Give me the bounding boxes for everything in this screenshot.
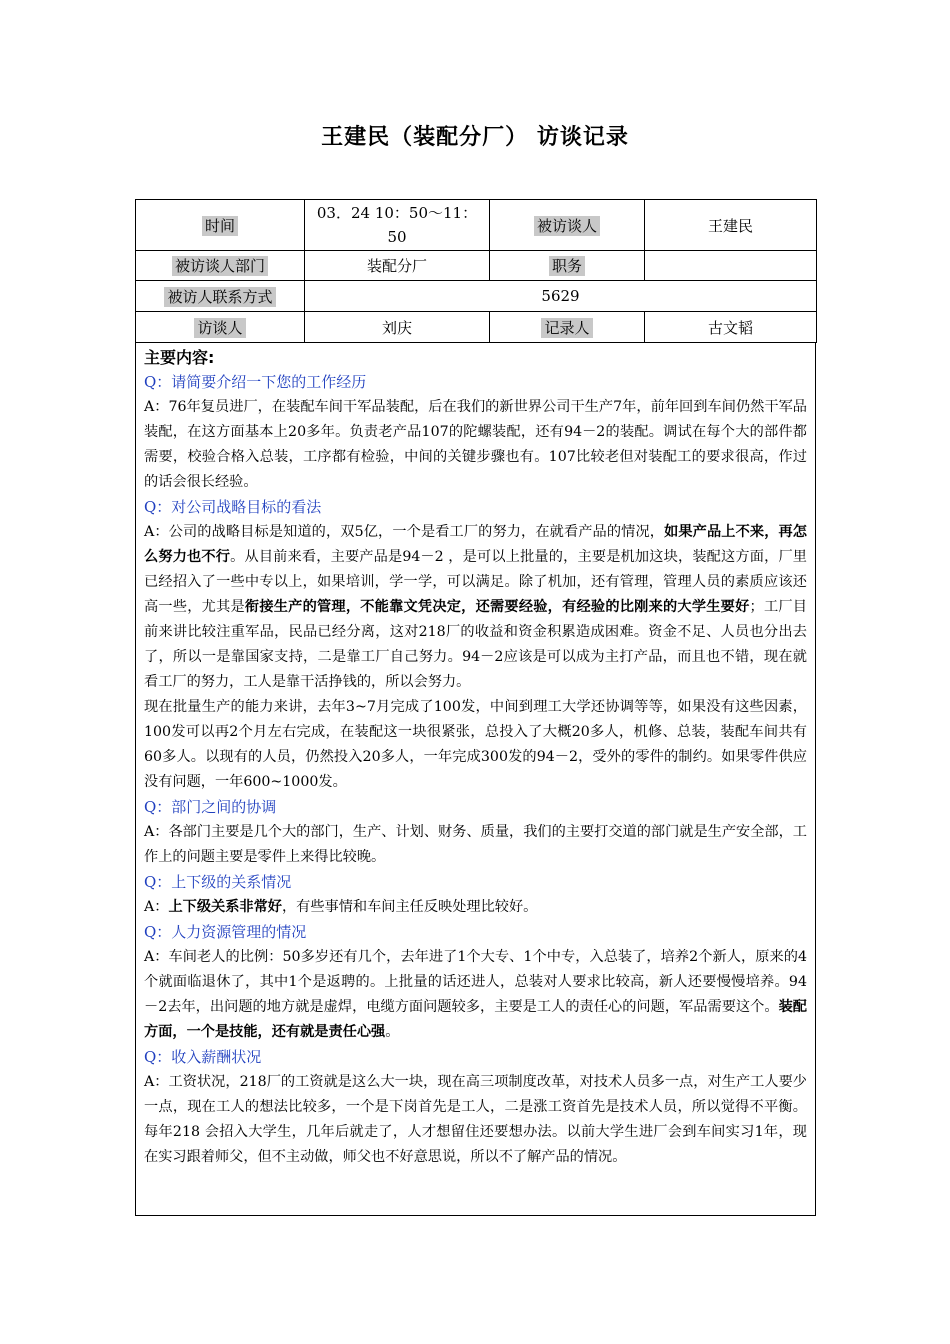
info-table (135, 199, 817, 343)
info-row (136, 200, 817, 251)
dept-label: 被访谈人部门 (172, 256, 268, 276)
answer-compensation: A：工资状况，218厂的工资就是这么大一块，现在高三项制度改革，对技术人员多一点，对生产工人要少一点，现在工人的想法比较多，一个是下岗首先是工人，二是涨工资首先是技术人员，所以觉得不平衡。每年218 会招入大学生，几年后就走了，人才想留住还要想办法。以前大学生进厂会到车间实习1年，现在实习跟着师父，但不主动做，师父也不好意思说，所以不了解产品的情况。 (144, 1074, 807, 1165)
answer-capacity: 现在批量生产的能力来讲，去年3~7月完成了100发，中间到理工大学还协调等等，如果没有这些因素，100发可以再2个月左右完成，在装配这一块很紧张，总投入了大概20多人，机修、总装，装配车间共有60多人。以现有的人员，仍然投入20多人，一年完成300发的94－2，受外的零件的制约。如果零件供应没有问题，一年600~1000发。 (144, 699, 807, 790)
answer-emphasis: 如果产品上不来，再怎么努力也不行 (144, 524, 807, 565)
interviewer-label-cell (136, 312, 305, 343)
position-value (645, 251, 817, 281)
answer-work-history: A：76年复员进厂，在装配车间干军品装配，后在我们的新世界公司干生产7年，前年回到车间仍然干军品装配，在这方面基本上20多年。负责老产品107的陀螺装配，还有94－2的装配。调试在每个大的部件都需要，校验合格入总装，工序都有检验，中间的关键步骤也有。107比较老但对装配工的要求很高，作过的话会很长经验。 (144, 399, 807, 490)
answer-text: ，有些事情和车间主任反映处理比较好。 (281, 899, 538, 915)
recorder-value: 古文韬 (645, 312, 817, 343)
answer-strategy (144, 520, 807, 695)
contact-label-cell (136, 281, 305, 312)
interviewee-label: 被访谈人 (534, 216, 600, 236)
question-compensation: Q：收入薪酬状况 (144, 1048, 262, 1066)
contact-value: 5629 (305, 281, 817, 312)
question-strategy: Q：对公司战略目标的看法 (144, 498, 322, 516)
time-value-line1: 03．24 10：50～11： (316, 204, 478, 222)
position-label: 职务 (549, 256, 585, 276)
answer-hr (144, 945, 807, 1045)
answer-relationship (144, 895, 807, 920)
answer-emphasis: 衔接生产的管理，不能靠文凭决定，还需要经验，有经验的比刚来的大学生要好 (244, 599, 750, 615)
time-label: 时间 (202, 216, 238, 236)
time-value-cell (305, 200, 490, 251)
contact-label: 被访人联系方式 (164, 287, 275, 307)
answer-text: 。 (385, 1024, 400, 1040)
question-hr: Q：人力资源管理的情况 (144, 923, 307, 941)
main-content (135, 342, 816, 1216)
dept-value: 装配分厂 (305, 251, 490, 281)
answer-coordination: A：各部门主要是几个大的部门，生产、计划、财务、质量，我们的主要打交道的部门就是生产安全部，工作上的问题主要是零件上来得比较晚。 (144, 824, 807, 865)
question-relationship: Q：上下级的关系情况 (144, 873, 292, 891)
answer-text: A：车间老人的比例：50多岁还有几个，去年进了1个大专、1个中专，入总装了，培养2个新人，原来的4个就面临退休了，其中1个是返聘的。上批量的话还进人，总装对人要求比较高，新人还要慢慢培养。94－2去年，出问题的地方就是虚焊，电缆方面问题较多，主要是工人的责任心的问题，军品需要这个。 (144, 949, 807, 1015)
dept-label-cell (136, 251, 305, 281)
recorder-label-cell (490, 312, 645, 343)
answer-emphasis: 装配方面，一个是技能，还有就是责任心强 (144, 999, 807, 1040)
answer-text: 。从目前来看，主要产品是94－2 ，是可以上批量的，主要是机加这块，装配这方面，厂里已经招入了一些中专以上，如果培训，学一学，可以满足。除了机加，还有管理，管理人员的素质应该还高一些，尤其是 (144, 549, 807, 615)
answer-text: ；工厂目前来讲比较注重军品，民品已经分离，这对218厂的收益和资金积累造成困难。资金不足、人员也分出去了，所以一是靠国家支持，二是靠工厂自己努力。94－2应该是可以成为主打产品，而且也不错，现在就看工厂的努力，工人是靠干活挣钱的，所以会努力。 (144, 599, 807, 690)
position-label-cell (490, 251, 645, 281)
interviewee-label-cell (490, 200, 645, 251)
answer-text: A： (144, 899, 169, 915)
question-coordination: Q：部门之间的协调 (144, 798, 277, 816)
interviewer-value: 刘庆 (305, 312, 490, 343)
interviewee-value: 王建民 (645, 200, 817, 251)
info-row (136, 281, 817, 312)
content-heading: 主要内容: (144, 348, 215, 367)
time-value-line2: 50 (387, 228, 407, 246)
page-title: 王建民（装配分厂） 访谈记录 (321, 125, 629, 150)
answer-text: A：公司的战略目标是知道的，双5亿，一个是看工厂的努力，在就看产品的情况， (144, 524, 665, 540)
interviewer-label: 访谈人 (194, 318, 245, 338)
info-row (136, 312, 817, 343)
info-row (136, 251, 817, 281)
question-work-history: Q：请简要介绍一下您的工作经历 (144, 373, 367, 391)
time-label-cell (136, 200, 305, 251)
answer-emphasis: 上下级关系非常好 (168, 899, 282, 915)
recorder-label: 记录人 (541, 318, 592, 338)
